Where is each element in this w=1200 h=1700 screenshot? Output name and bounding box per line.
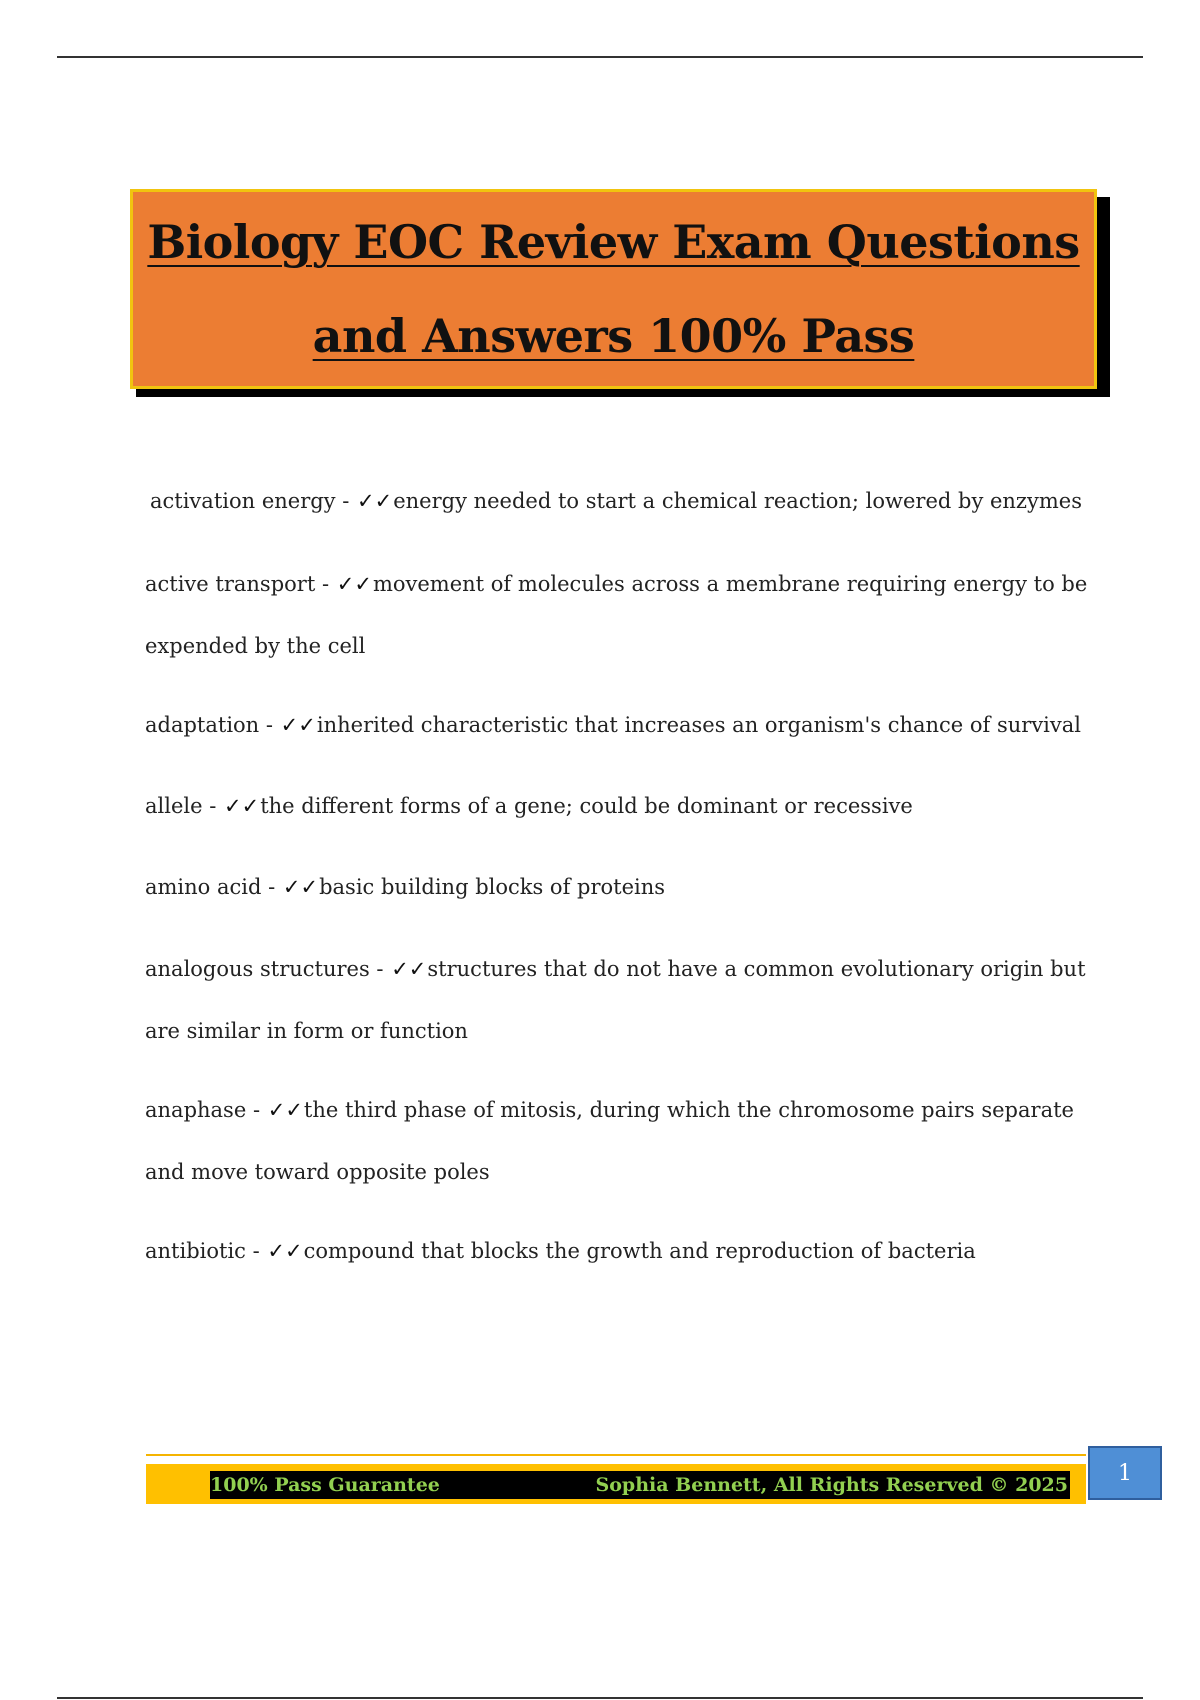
title-line-1: Biology EOC Review Exam Questions xyxy=(147,215,1080,269)
list-item: anaphase - ✓✓the third phase of mitosis, during which the chromosome pairs separate and move toward opposite poles xyxy=(145,1079,1095,1203)
check-icon: ✓✓ xyxy=(357,489,393,513)
page-number-badge: 1 xyxy=(1088,1446,1162,1500)
footer-guarantee-text: 100% Pass Guarantee xyxy=(210,1474,440,1496)
entry-term: antibiotic xyxy=(145,1239,246,1263)
entry-term: allele xyxy=(145,794,203,818)
check-icon: ✓✓ xyxy=(336,572,372,596)
entry-term: adaptation xyxy=(145,713,260,737)
entry-definition: compound that blocks the growth and reproduction of bacteria xyxy=(303,1239,976,1263)
list-item: activation energy - ✓✓energy needed to start a chemical reaction; lowered by enzymes xyxy=(150,489,1082,513)
entry-term: active transport xyxy=(145,572,316,596)
entry-term: analogous structures xyxy=(145,957,370,981)
list-item: adaptation - ✓✓inherited characteristic that increases an organism's chance of survival xyxy=(145,713,1081,737)
check-icon: ✓✓ xyxy=(391,957,427,981)
entry-definition: the third phase of mitosis, during which the chromosome pairs separate xyxy=(303,1098,1074,1122)
top-rule xyxy=(57,56,1143,58)
list-item: analogous structures - ✓✓structures that do not have a common evolutionary origin but are similar in form or function xyxy=(145,938,1095,1062)
entry-definition-continued: are similar in form or function xyxy=(145,1019,468,1043)
footer-bar xyxy=(210,1471,1070,1499)
entry-definition: energy needed to start a chemical reaction; lowered by enzymes xyxy=(393,489,1082,513)
check-icon: ✓✓ xyxy=(280,713,316,737)
bottom-rule xyxy=(57,1697,1143,1699)
entry-definition: the different forms of a gene; could be dominant or recessive xyxy=(260,794,913,818)
entry-definition: basic building blocks of proteins xyxy=(319,875,666,899)
list-item: active transport - ✓✓movement of molecules across a membrane requiring energy to be expended by the cell xyxy=(145,553,1095,677)
entry-term: anaphase xyxy=(145,1098,247,1122)
entry-definition-continued: expended by the cell xyxy=(145,634,366,658)
list-item: allele - ✓✓the different forms of a gene; could be dominant or recessive xyxy=(145,794,913,818)
entry-definition-continued: and move toward opposite poles xyxy=(145,1160,490,1184)
entry-definition: inherited characteristic that increases an organism's chance of survival xyxy=(316,713,1081,737)
entry-definition: structures that do not have a common evolutionary origin but xyxy=(427,957,1086,981)
entry-term: activation energy xyxy=(150,489,336,513)
check-icon: ✓✓ xyxy=(282,875,319,899)
check-icon: ✓✓ xyxy=(223,794,260,818)
footer-top-line xyxy=(146,1454,1086,1456)
check-icon: ✓✓ xyxy=(267,1098,303,1122)
title-box xyxy=(130,189,1097,389)
list-item: amino acid - ✓✓basic building blocks of proteins xyxy=(145,875,666,899)
list-item: antibiotic - ✓✓compound that blocks the growth and reproduction of bacteria xyxy=(145,1239,976,1263)
entry-term: amino acid xyxy=(145,875,262,899)
entry-definition: movement of molecules across a membrane requiring energy to be xyxy=(372,572,1088,596)
check-icon: ✓✓ xyxy=(267,1239,303,1263)
title-line-2: and Answers 100% Pass xyxy=(312,309,915,363)
footer-copyright-text: Sophia Bennett, All Rights Reserved © 2025 xyxy=(595,1474,1068,1496)
